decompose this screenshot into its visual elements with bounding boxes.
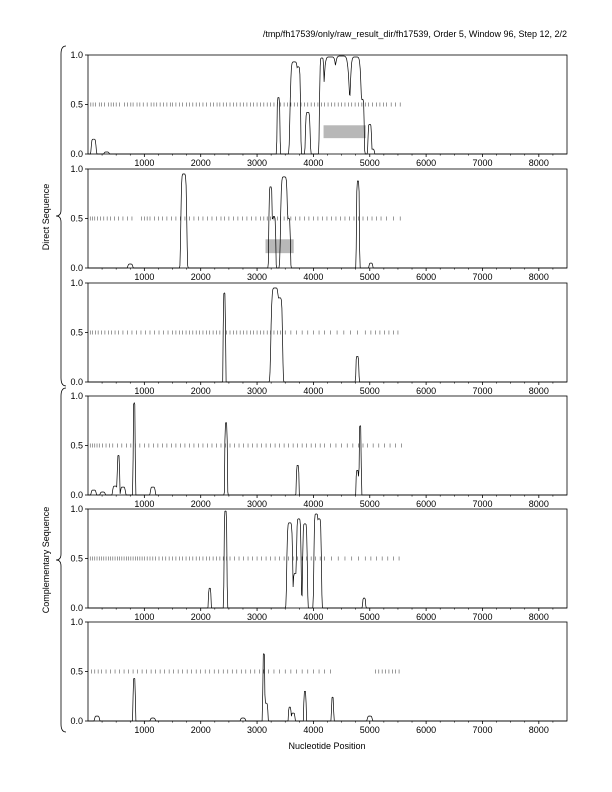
x-tick-label: 1000 [134,725,155,735]
x-tick-label: 3000 [247,612,268,622]
x-tick-label: 6000 [416,499,437,509]
x-tick-label: 3000 [247,386,268,396]
x-tick-label: 2000 [190,272,211,282]
x-tick-label: 2000 [190,612,211,622]
group-brace [56,46,66,386]
x-tick-label: 5000 [359,158,380,168]
x-tick-label: 2000 [190,386,211,396]
x-tick-label: 4000 [303,272,324,282]
panel-4 [70,391,567,509]
y-tick-label: 1.0 [70,391,83,401]
x-tick-label: 6000 [416,612,437,622]
x-tick-label: 8000 [528,386,549,396]
region-box [324,125,366,138]
x-tick-label: 5000 [359,725,380,735]
panels [70,50,567,735]
x-tick-label: 2000 [190,725,211,735]
panel-5 [70,504,567,622]
y-tick-label: 0.0 [70,377,83,387]
y-tick-label: 0.0 [70,716,83,726]
x-tick-label: 8000 [528,272,549,282]
x-tick-label: 2000 [190,158,211,168]
y-tick-label: 1.0 [70,50,83,60]
panel-frame [88,396,567,495]
x-tick-label: 8000 [528,158,549,168]
x-tick-label: 8000 [528,499,549,509]
x-tick-label: 4000 [303,386,324,396]
probability-line [88,654,567,721]
y-tick-label: 0.5 [70,553,83,564]
x-tick-label: 5000 [359,386,380,396]
x-tick-label: 5000 [359,499,380,509]
y-tick-label: 0.5 [70,99,83,110]
panel-3 [70,278,567,396]
x-tick-label: 1000 [134,612,155,622]
x-tick-label: 4000 [303,725,324,735]
x-tick-label: 8000 [528,725,549,735]
x-tick-label: 7000 [472,725,493,735]
y-tick-label: 1.0 [70,504,83,514]
y-tick-label: 1.0 [70,164,83,174]
y-tick-label: 0.5 [70,327,83,338]
group-label-direct: Direct Sequence [41,183,51,251]
x-tick-label: 4000 [303,499,324,509]
x-tick-label: 6000 [416,158,437,168]
x-tick-label: 1000 [134,499,155,509]
probability-line [88,403,567,495]
x-tick-label: 1000 [134,158,155,168]
x-tick-label: 4000 [303,612,324,622]
x-tick-label: 6000 [416,272,437,282]
x-tick-label: 7000 [472,499,493,509]
x-tick-label: 3000 [247,272,268,282]
probability-line [88,511,567,608]
group-braces [56,46,66,732]
x-tick-label: 4000 [303,158,324,168]
panel-6 [70,617,567,735]
x-tick-label: 6000 [416,725,437,735]
x-tick-label: 7000 [472,612,493,622]
x-tick-label: 3000 [247,725,268,735]
group-brace [56,388,66,732]
x-tick-label: 3000 [247,158,268,168]
panel-frame [88,283,567,382]
y-tick-label: 0.0 [70,149,83,159]
x-tick-label: 3000 [247,499,268,509]
panel-frame [88,169,567,268]
panel-frame [88,509,567,608]
y-tick-label: 0.0 [70,490,83,500]
x-tick-label: 8000 [528,612,549,622]
probability-line [88,288,567,382]
y-tick-label: 0.0 [70,263,83,273]
x-axis-label: Nucleotide Position [288,741,366,751]
y-tick-label: 0.0 [70,603,83,613]
x-tick-label: 1000 [134,386,155,396]
probability-line [88,174,567,268]
x-tick-label: 2000 [190,499,211,509]
panel-1 [70,50,567,168]
group-label-complementary: Complementary Sequence [41,506,51,614]
x-tick-label: 7000 [472,386,493,396]
y-tick-label: 1.0 [70,617,83,627]
panel-2 [70,164,567,282]
x-tick-label: 6000 [416,386,437,396]
x-tick-label: 7000 [472,158,493,168]
header-text: /tmp/fh17539/only/raw_result_dir/fh17539, Order 5, Window 96, Step 12, 2/2 [262,29,567,39]
x-tick-label: 7000 [472,272,493,282]
x-tick-label: 5000 [359,272,380,282]
y-tick-label: 1.0 [70,278,83,288]
y-tick-label: 0.5 [70,213,83,224]
y-tick-label: 0.5 [70,666,83,677]
x-tick-label: 1000 [134,272,155,282]
y-tick-label: 0.5 [70,440,83,451]
x-tick-label: 5000 [359,612,380,622]
